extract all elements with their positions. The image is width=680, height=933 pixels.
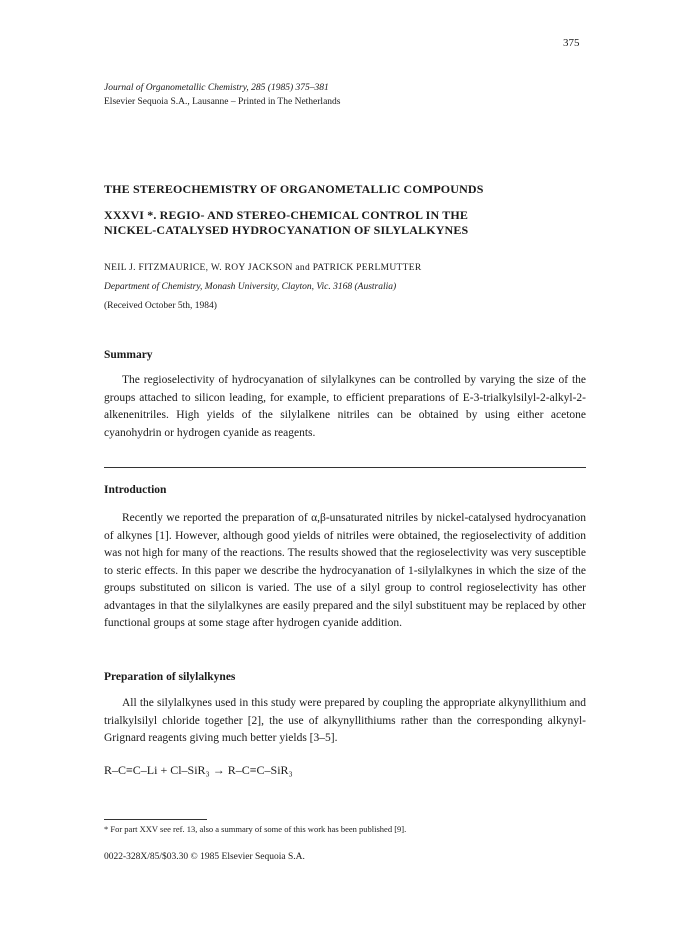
article-title [104,182,584,238]
preparation-heading: Preparation of silylalkynes [104,671,236,683]
journal-line-1: Journal of Organometallic Chemistry, 285 (1985) 375–381 [104,83,329,93]
affiliation: Department of Chemistry, Monash University, Clayton, Vic. 3168 (Australia) [104,282,397,292]
page-number: 375 [563,37,580,49]
footnote-rule [104,819,207,820]
authors: NEIL J. FITZMAURICE, W. ROY JACKSON and PATRICK PERLMUTTER [104,263,422,273]
footnote: * For part XXV see ref. 13, also a summary of some of this work has been published [9]. [104,824,407,834]
summary-heading: Summary [104,349,153,361]
introduction-heading: Introduction [104,484,167,496]
title-line-3: NICKEL-CATALYSED HYDROCYANATION OF SILYLALKYNES [104,223,469,237]
journal-citation [104,81,340,109]
title-line-1: THE STEREOCHEMISTRY OF ORGANOMETALLIC COMPOUNDS [104,182,484,196]
copyright-line: 0022-328X/85/$03.30 © 1985 Elsevier Sequoia S.A. [104,852,305,862]
title-line-2: XXXVI *. REGIO- AND STEREO-CHEMICAL CONTROL IN THE [104,208,469,222]
preparation-text: All the silylalkynes used in this study were prepared by coupling the appropriate alkynyllithium and trialkylsilyl chloride together [2], the use of alkynyllithiums rather than the corresponding alkynyl-Grignard reagents giving much better yields [3–5]. [104,697,586,744]
introduction-text: Recently we reported the preparation of α,β-unsaturated nitriles by nickel-catalysed hydrocyanation of alkynes [1]. However, although good yields of nitriles were obtained, the regioselectivity of addition was not high for many of the reactions. The results showed that the regioselectivity was very susceptible to steric effects. In this paper we describe the hydrocyanation of 1-silylalkynes in which the size of the groups substituted on silicon is varied. The use of a silyl group to control regioselectivity has other advantages in that the silylalkynes are easily prepared and the silyl substituent may be replaced by other functional groups at some stage after hydrogen cyanide addition. [104,512,586,629]
summary-text: The regioselectivity of hydrocyanation of silylalkynes can be controlled by varying the size of the groups attached to silicon leading, for example, to efficient preparations of E-3-trialkylsilyl-2-alkyl-2-alkenenitriles. High yields of the silylalkene nitriles can be obtained by using either acetone cyanohydrin or hydrogen cyanide as reagents. [104,374,586,439]
section-divider [104,467,586,468]
received-date: (Received October 5th, 1984) [104,301,217,311]
journal-line-2: Elsevier Sequoia S.A., Lausanne – Printed in The Netherlands [104,97,341,107]
reaction-equation: R–C≡C–Li + Cl–SiR₃ → R–C≡C–SiR₃ [104,763,293,777]
